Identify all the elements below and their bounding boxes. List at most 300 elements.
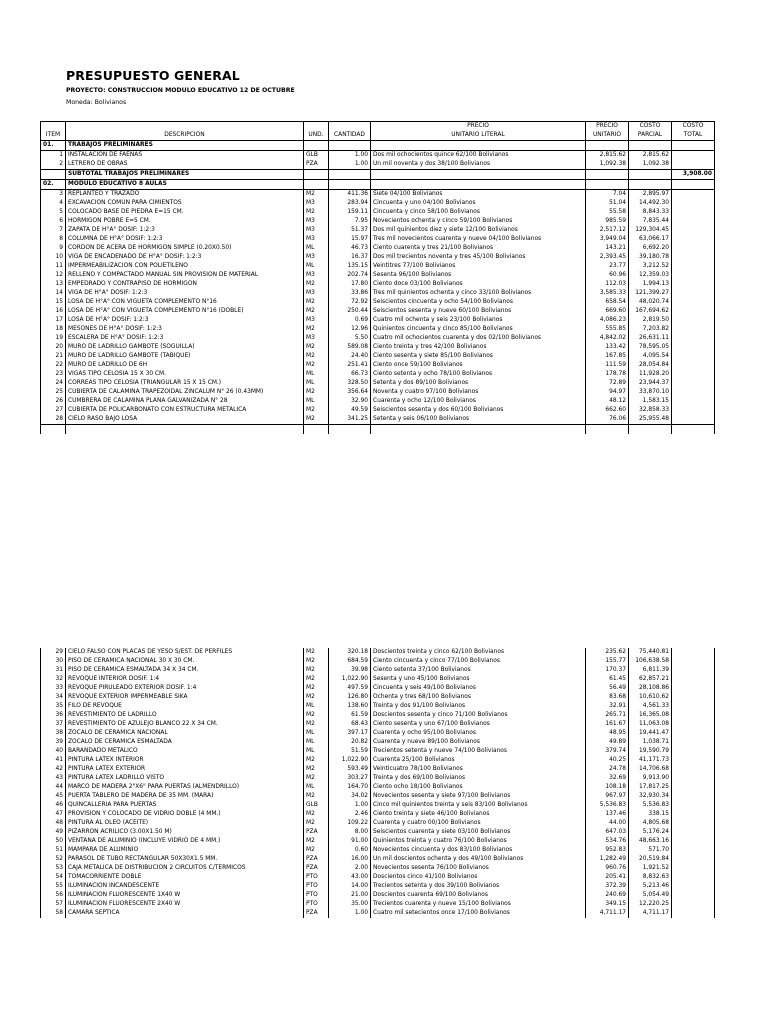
quantity-cell: 1.00 (329, 151, 371, 161)
empty-cell (304, 170, 329, 180)
item-number-cell: 7 (41, 226, 66, 235)
total-cost-cell (672, 379, 715, 388)
unit-price-cell: 44.00 (586, 819, 629, 828)
description-cell: PINTURA AL OLEO (ACEITE) (66, 819, 304, 828)
literal-price-cell: Treinta y dos 91/100 Bolivianos (371, 702, 586, 711)
item-number-cell: 50 (41, 837, 66, 846)
quantity-cell: 12.96 (329, 325, 371, 334)
unit-cell: M2 (304, 325, 329, 334)
unit-price-cell: 24.78 (586, 765, 629, 774)
total-cost-cell (672, 783, 715, 792)
unit-cell: M2 (304, 756, 329, 765)
total-cost-cell (672, 900, 715, 909)
item-number-cell: 26 (41, 397, 66, 406)
literal-price-cell: Cuarenta y nueve 89/100 Bolivianos (371, 738, 586, 747)
partial-cost-cell: 2,895.97 (629, 190, 672, 200)
literal-price-cell: Setenta y seis 06/100 Bolivianos (371, 415, 586, 425)
unit-cell: M3 (304, 253, 329, 262)
item-number-cell: 40 (41, 747, 66, 756)
table-row (41, 415, 715, 425)
item-number-cell: 1 (41, 151, 66, 161)
unit-cell: ML (304, 702, 329, 711)
item-number-cell: 57 (41, 900, 66, 909)
total-cost-cell (672, 720, 715, 729)
description-cell: REVOQUE PIRULEADO EXTERIOR DOSIF. 1:4 (66, 684, 304, 693)
description-cell: PIZARRON ACRILICO (3.00X1.50 M) (66, 828, 304, 837)
description-cell: VIGA DE ENCADENADO DE H°A° DOSIF: 1:2:3 (66, 253, 304, 262)
unit-price-cell: 3,585.33 (586, 289, 629, 298)
description-cell: LOSA DE H°A° CON VIGUETA COMPLEMENTO N°16 (DOBLE) (66, 307, 304, 316)
budget-table-page-2 (40, 648, 715, 918)
unit-price-cell: 5,536.83 (586, 801, 629, 810)
partial-cost-cell: 19,441.47 (629, 729, 672, 738)
total-cost-cell (672, 684, 715, 693)
item-number-cell: 22 (41, 361, 66, 370)
item-number-cell: 24 (41, 379, 66, 388)
description-cell: CORDON DE ACERA DE HORMIGON SIMPLE (0.20X0.50) (66, 244, 304, 253)
section-row-modulo-educativo (41, 180, 715, 190)
unit-price-cell: 48.12 (586, 397, 629, 406)
table-row (41, 397, 715, 406)
partial-cost-cell: 28,054.84 (629, 361, 672, 370)
literal-price-cell: Trecientos cuarenta y nueve 15/100 Bolivianos (371, 900, 586, 909)
unit-cell: PTO (304, 891, 329, 900)
table-row (41, 828, 715, 837)
header-unit-top (304, 122, 329, 132)
quantity-cell: 1.00 (329, 160, 371, 170)
unit-cell: PZA (304, 909, 329, 918)
partial-cost-cell: 16,365.08 (629, 711, 672, 720)
partial-cost-cell: 3,212.52 (629, 262, 672, 271)
header-partial-cost-line1: COSTO (629, 122, 672, 132)
subtotal-value: 3,908.00 (672, 170, 715, 180)
unit-cell: M2 (304, 693, 329, 702)
literal-price-cell: Ciento doce 03/100 Bolivianos (371, 280, 586, 289)
literal-price-cell: Trecientos setenta y dos 39/100 Bolivianos (371, 882, 586, 891)
description-cell: MAMPARA DE ALUMINIO (66, 846, 304, 855)
literal-price-cell: Ochenta y tres 68/100 Bolivianos (371, 693, 586, 702)
quantity-cell: 356.64 (329, 388, 371, 397)
quantity-cell: 39.98 (329, 666, 371, 675)
header-partial-cost-line2: PARCIAL (629, 131, 672, 141)
quantity-cell: 66.73 (329, 370, 371, 379)
item-number-cell: 44 (41, 783, 66, 792)
quantity-cell: 16.00 (329, 855, 371, 864)
partial-cost-cell: 121,399.27 (629, 289, 672, 298)
quantity-cell: 283.94 (329, 199, 371, 208)
quantity-cell: 320.18 (329, 648, 371, 657)
unit-price-cell: 23.77 (586, 262, 629, 271)
partial-cost-cell: 19,590.79 (629, 747, 672, 756)
total-cost-cell (672, 873, 715, 882)
unit-price-cell: 205.41 (586, 873, 629, 882)
empty-cell (329, 141, 371, 151)
partial-cost-cell: 5,054.49 (629, 891, 672, 900)
empty-cell (586, 170, 629, 180)
literal-price-cell: Trecientos setenta y nueve 74/100 Bolivianos (371, 747, 586, 756)
table-row (41, 160, 715, 170)
table-row (41, 334, 715, 343)
quantity-cell: 303.27 (329, 774, 371, 783)
total-cost-cell (672, 190, 715, 200)
item-number-cell: 3 (41, 190, 66, 200)
description-cell: EMPEDRADO Y CONTRAPISO DE HORMIGON (66, 280, 304, 289)
partial-cost-cell: 75,440.81 (629, 648, 672, 657)
partial-cost-cell: 4,561.33 (629, 702, 672, 711)
header-total-cost-line2: TOTAL (672, 131, 715, 141)
description-cell: LETRERO DE OBRAS (66, 160, 304, 170)
description-cell: MURO DE LADRILLO GAMBOTE (SOGUILLA) (66, 343, 304, 352)
total-cost-cell (672, 289, 715, 298)
unit-cell: M2 (304, 765, 329, 774)
unit-cell: M2 (304, 711, 329, 720)
table-row (41, 388, 715, 397)
quantity-cell: 16.37 (329, 253, 371, 262)
table-row (41, 208, 715, 217)
partial-cost-cell: 7,835.44 (629, 217, 672, 226)
unit-price-cell: 32.91 (586, 702, 629, 711)
item-number-cell: 20 (41, 343, 66, 352)
description-cell: CUBIERTA DE POLICARBONATO CON ESTRUCTURA METALICA (66, 406, 304, 415)
empty-cell (629, 425, 672, 435)
header-unit: UND. (304, 131, 329, 141)
quantity-cell: 341.25 (329, 415, 371, 425)
unit-cell: M3 (304, 235, 329, 244)
quantity-cell: 35.00 (329, 900, 371, 909)
quantity-cell: 34.02 (329, 792, 371, 801)
item-number-cell: 48 (41, 819, 66, 828)
literal-price-cell: Dos mil quinientos diez y siete 12/100 Bolivianos (371, 226, 586, 235)
partial-cost-cell: 32,858.33 (629, 406, 672, 415)
literal-price-cell: Cuarenta y ocho 95/100 Bolivianos (371, 729, 586, 738)
quantity-cell: 411.36 (329, 190, 371, 200)
unit-cell: M2 (304, 819, 329, 828)
partial-cost-cell: 41,171.73 (629, 756, 672, 765)
description-cell: FILO DE REVOQUE (66, 702, 304, 711)
description-cell: LOSA DE H°A° DOSIF: 1:2:3 (66, 316, 304, 325)
description-cell: IMPERMEABILIZACION CON POLIETILENO (66, 262, 304, 271)
item-number-cell: 11 (41, 262, 66, 271)
unit-price-cell: 1,092.38 (586, 160, 629, 170)
description-cell: REVESTIMIENTO DE AZULEJO BLANCO 22 X 34 CM. (66, 720, 304, 729)
unit-cell: M2 (304, 406, 329, 415)
unit-price-cell: 647.03 (586, 828, 629, 837)
item-number-cell: 19 (41, 334, 66, 343)
total-cost-cell (672, 160, 715, 170)
total-cost-cell (672, 217, 715, 226)
table-row (41, 406, 715, 415)
header-literal-price-line2: UNITARIO LITERAL (371, 131, 586, 141)
quantity-cell: 0.60 (329, 846, 371, 855)
literal-price-cell: Novecientos sesenta y siete 97/100 Bolivianos (371, 792, 586, 801)
item-number-cell: 5 (41, 208, 66, 217)
header-item-top (41, 122, 66, 132)
empty-cell (586, 180, 629, 190)
partial-cost-cell: 1,583.15 (629, 397, 672, 406)
table-row (41, 909, 715, 918)
empty-cell (371, 425, 586, 435)
description-cell: CIELO FALSO CON PLACAS DE YESO S/EST. DE PERFILES (66, 648, 304, 657)
partial-cost-cell: 63,066.17 (629, 235, 672, 244)
header-description-top (66, 122, 304, 132)
total-cost-cell (672, 909, 715, 918)
description-cell: ILUMINACION FLUORESCENTE 1X40 W (66, 891, 304, 900)
project-name: PROYECTO: CONSTRUCCION MODULO EDUCATIVO 12 DE OCTUBRE (66, 87, 295, 94)
description-cell: VENTANA DE ALUMINIO (INCLUYE VIDRIO DE 4 MM.) (66, 837, 304, 846)
table-row (41, 738, 715, 747)
table-row (41, 900, 715, 909)
unit-price-cell: 49.89 (586, 738, 629, 747)
unit-price-cell: 83.68 (586, 693, 629, 702)
quantity-cell: 20.82 (329, 738, 371, 747)
table-row (41, 711, 715, 720)
quantity-cell: 51.37 (329, 226, 371, 235)
literal-price-cell: Seiscientos sesenta y dos 60/100 Bolivianos (371, 406, 586, 415)
partial-cost-cell: 26,631.11 (629, 334, 672, 343)
quantity-cell: 61.59 (329, 711, 371, 720)
literal-price-cell: Doscientos sesenta y cinco 71/100 Bolivianos (371, 711, 586, 720)
description-cell: PINTURA LATEX LADRILLO VISTO (66, 774, 304, 783)
unit-cell: M2 (304, 343, 329, 352)
unit-price-cell: 952.83 (586, 846, 629, 855)
total-cost-cell (672, 253, 715, 262)
item-number-cell: 21 (41, 352, 66, 361)
quantity-cell: 397.17 (329, 729, 371, 738)
empty-cell (41, 170, 66, 180)
table-row (41, 289, 715, 298)
item-number-cell: 56 (41, 891, 66, 900)
empty-cell (304, 180, 329, 190)
description-cell: REVOQUE EXTERIOR IMPERMEABLE SIKA (66, 693, 304, 702)
description-cell: MURO DE LADRILLO GAMBOTE (TABIQUE) (66, 352, 304, 361)
table-row (41, 325, 715, 334)
table-row (41, 657, 715, 666)
unit-cell: M2 (304, 774, 329, 783)
description-cell: PISO DE CERAMICA NACIONAL 30 X 30 CM. (66, 657, 304, 666)
quantity-cell: 135.15 (329, 262, 371, 271)
unit-cell: ML (304, 370, 329, 379)
unit-price-cell: 960.76 (586, 864, 629, 873)
partial-cost-cell: 11,928.20 (629, 370, 672, 379)
unit-cell: M2 (304, 810, 329, 819)
total-cost-cell (672, 756, 715, 765)
description-cell: CAMARA SEPTICA (66, 909, 304, 918)
unit-price-cell: 379.74 (586, 747, 629, 756)
unit-price-cell: 167.85 (586, 352, 629, 361)
unit-cell: ML (304, 397, 329, 406)
table-row (41, 675, 715, 684)
item-number-cell: 47 (41, 810, 66, 819)
description-cell: VIGA DE H°A° DOSIF: 1:2:3 (66, 289, 304, 298)
partial-cost-cell: 23,944.37 (629, 379, 672, 388)
empty-cell (672, 425, 715, 435)
literal-price-cell: Quinientos treinta y cuatro 76/100 Bolivianos (371, 837, 586, 846)
total-cost-cell (672, 765, 715, 774)
empty-cell (586, 425, 629, 435)
unit-price-cell: 60.96 (586, 271, 629, 280)
empty-cell (329, 425, 371, 435)
unit-cell: PTO (304, 882, 329, 891)
partial-cost-cell: 106,638.58 (629, 657, 672, 666)
unit-cell: GLB (304, 801, 329, 810)
quantity-cell: 2.00 (329, 864, 371, 873)
unit-cell: ML (304, 729, 329, 738)
table-row (41, 684, 715, 693)
subtotal-row-preliminares (41, 170, 715, 180)
unit-price-cell: 4,711.17 (586, 909, 629, 918)
unit-price-cell: 112.03 (586, 280, 629, 289)
total-cost-cell (672, 334, 715, 343)
table-row (41, 244, 715, 253)
unit-price-cell: 178.78 (586, 370, 629, 379)
literal-price-cell: Seiscientos sesenta y nueve 60/100 Bolivianos (371, 307, 586, 316)
description-cell: LOSA DE H°A° CON VIGUETA COMPLEMENTO N°16 (66, 298, 304, 307)
total-cost-cell (672, 397, 715, 406)
unit-price-cell: 51.04 (586, 199, 629, 208)
table-row (41, 756, 715, 765)
description-cell: RELLENO Y COMPACTADO MANUAL SIN PROVISION DE MATERIAL (66, 271, 304, 280)
header-unit-price-line1: PRECIO (586, 122, 629, 132)
literal-price-cell: Cinco mil quinientos treinta y seis 83/100 Bolivianos (371, 801, 586, 810)
quantity-cell: 126.80 (329, 693, 371, 702)
unit-cell: M2 (304, 307, 329, 316)
literal-price-cell: Sesenta 96/100 Bolivianos (371, 271, 586, 280)
total-cost-cell (672, 828, 715, 837)
total-cost-cell (672, 864, 715, 873)
quantity-cell: 164.70 (329, 783, 371, 792)
quantity-cell: 1.00 (329, 801, 371, 810)
total-cost-cell (672, 208, 715, 217)
empty-cell (304, 425, 329, 435)
quantity-cell: 1,022.90 (329, 756, 371, 765)
description-cell: ILUMINACION FLUORESCENTE 2X40 W (66, 900, 304, 909)
item-number-cell: 29 (41, 648, 66, 657)
unit-cell: ML (304, 244, 329, 253)
table-row (41, 316, 715, 325)
quantity-cell: 138.60 (329, 702, 371, 711)
quantity-cell: 1.00 (329, 909, 371, 918)
quantity-cell: 51.59 (329, 747, 371, 756)
literal-price-cell: Ciento setenta 37/100 Bolivianos (371, 666, 586, 675)
unit-price-cell: 133.42 (586, 343, 629, 352)
item-number-cell: 46 (41, 801, 66, 810)
item-number-cell: 4 (41, 199, 66, 208)
unit-cell: M2 (304, 846, 329, 855)
quantity-cell: 21.00 (329, 891, 371, 900)
partial-cost-cell: 14,706.68 (629, 765, 672, 774)
empty-cell (629, 170, 672, 180)
item-number-cell: 12 (41, 271, 66, 280)
item-number-cell: 34 (41, 693, 66, 702)
total-cost-cell (672, 226, 715, 235)
unit-cell: M3 (304, 217, 329, 226)
quantity-cell: 8.00 (329, 828, 371, 837)
partial-cost-cell: 8,843.33 (629, 208, 672, 217)
total-cost-cell (672, 280, 715, 289)
unit-price-cell: 72.89 (586, 379, 629, 388)
literal-price-cell: Sesenta y uno 45/100 Bolivianos (371, 675, 586, 684)
unit-cell: ML (304, 379, 329, 388)
total-cost-cell (672, 235, 715, 244)
total-cost-cell (672, 271, 715, 280)
unit-cell: M2 (304, 684, 329, 693)
literal-price-cell: Noventa y cuatro 97/100 Bolivianos (371, 388, 586, 397)
description-cell: CAJA METALICA DE DISTRIBUCION 2 CIRCUITOS C/TERMICOS (66, 864, 304, 873)
description-cell: CUBIERTA DE CALAMINA TRAPEZOIDAL ZINCALUM N° 26 (0.43MM) (66, 388, 304, 397)
quantity-cell: 251.41 (329, 361, 371, 370)
unit-price-cell: 161.67 (586, 720, 629, 729)
unit-price-cell: 7.04 (586, 190, 629, 200)
partial-cost-cell: 48,020.74 (629, 298, 672, 307)
table-row (41, 855, 715, 864)
partial-cost-cell: 338.15 (629, 810, 672, 819)
partial-cost-cell: 4,805.68 (629, 819, 672, 828)
quantity-cell: 5.50 (329, 334, 371, 343)
header-row-2 (41, 131, 715, 141)
total-cost-cell (672, 415, 715, 425)
document-title: PRESUPUESTO GENERAL (66, 68, 240, 83)
literal-price-cell: Un mil noventa y dos 38/100 Bolivianos (371, 160, 586, 170)
description-cell: ZOCALO DE CERAMICA ESMALTADA (66, 738, 304, 747)
unit-price-cell: 76.06 (586, 415, 629, 425)
table-row (41, 801, 715, 810)
partial-cost-cell: 39,180.78 (629, 253, 672, 262)
item-number-cell: 41 (41, 756, 66, 765)
description-cell: ESCALERA DE H°A° DOSIF: 1:2:3 (66, 334, 304, 343)
table-row (41, 792, 715, 801)
unit-cell: M3 (304, 271, 329, 280)
unit-price-cell: 240.69 (586, 891, 629, 900)
total-cost-cell (672, 151, 715, 161)
total-cost-cell (672, 388, 715, 397)
quantity-cell: 2.46 (329, 810, 371, 819)
unit-cell: M2 (304, 298, 329, 307)
unit-cell: M2 (304, 352, 329, 361)
unit-cell: M2 (304, 837, 329, 846)
literal-price-cell: Tres mil quinientos ochenta y cinco 33/100 Bolivianos (371, 289, 586, 298)
partial-cost-cell: 2,815.62 (629, 151, 672, 161)
table-row (41, 846, 715, 855)
item-number-cell: 9 (41, 244, 66, 253)
table-row (41, 280, 715, 289)
unit-cell: M3 (304, 334, 329, 343)
unit-cell: PZA (304, 855, 329, 864)
total-cost-cell (672, 316, 715, 325)
literal-price-cell: Doscientos cinco 41/100 Bolivianos (371, 873, 586, 882)
item-number-cell: 54 (41, 873, 66, 882)
quantity-cell: 7.95 (329, 217, 371, 226)
total-cost-cell (672, 298, 715, 307)
unit-cell: M2 (304, 280, 329, 289)
unit-cell: M2 (304, 657, 329, 666)
total-cost-cell (672, 675, 715, 684)
partial-cost-cell: 4,095.54 (629, 352, 672, 361)
partial-cost-cell: 5,176.24 (629, 828, 672, 837)
total-cost-cell (672, 738, 715, 747)
table-row (41, 648, 715, 657)
table-row (41, 199, 715, 208)
quantity-cell: 72.92 (329, 298, 371, 307)
table-row (41, 837, 715, 846)
quantity-cell: 328.50 (329, 379, 371, 388)
literal-price-cell: Cincuenta y uno 04/100 Bolivianos (371, 199, 586, 208)
partial-cost-cell: 1,092.38 (629, 160, 672, 170)
literal-price-cell: Ciento treinta y tres 42/100 Bolivianos (371, 343, 586, 352)
item-number-cell: 49 (41, 828, 66, 837)
total-cost-cell (672, 774, 715, 783)
partial-cost-cell: 62,857.21 (629, 675, 672, 684)
unit-price-cell: 2,517.12 (586, 226, 629, 235)
